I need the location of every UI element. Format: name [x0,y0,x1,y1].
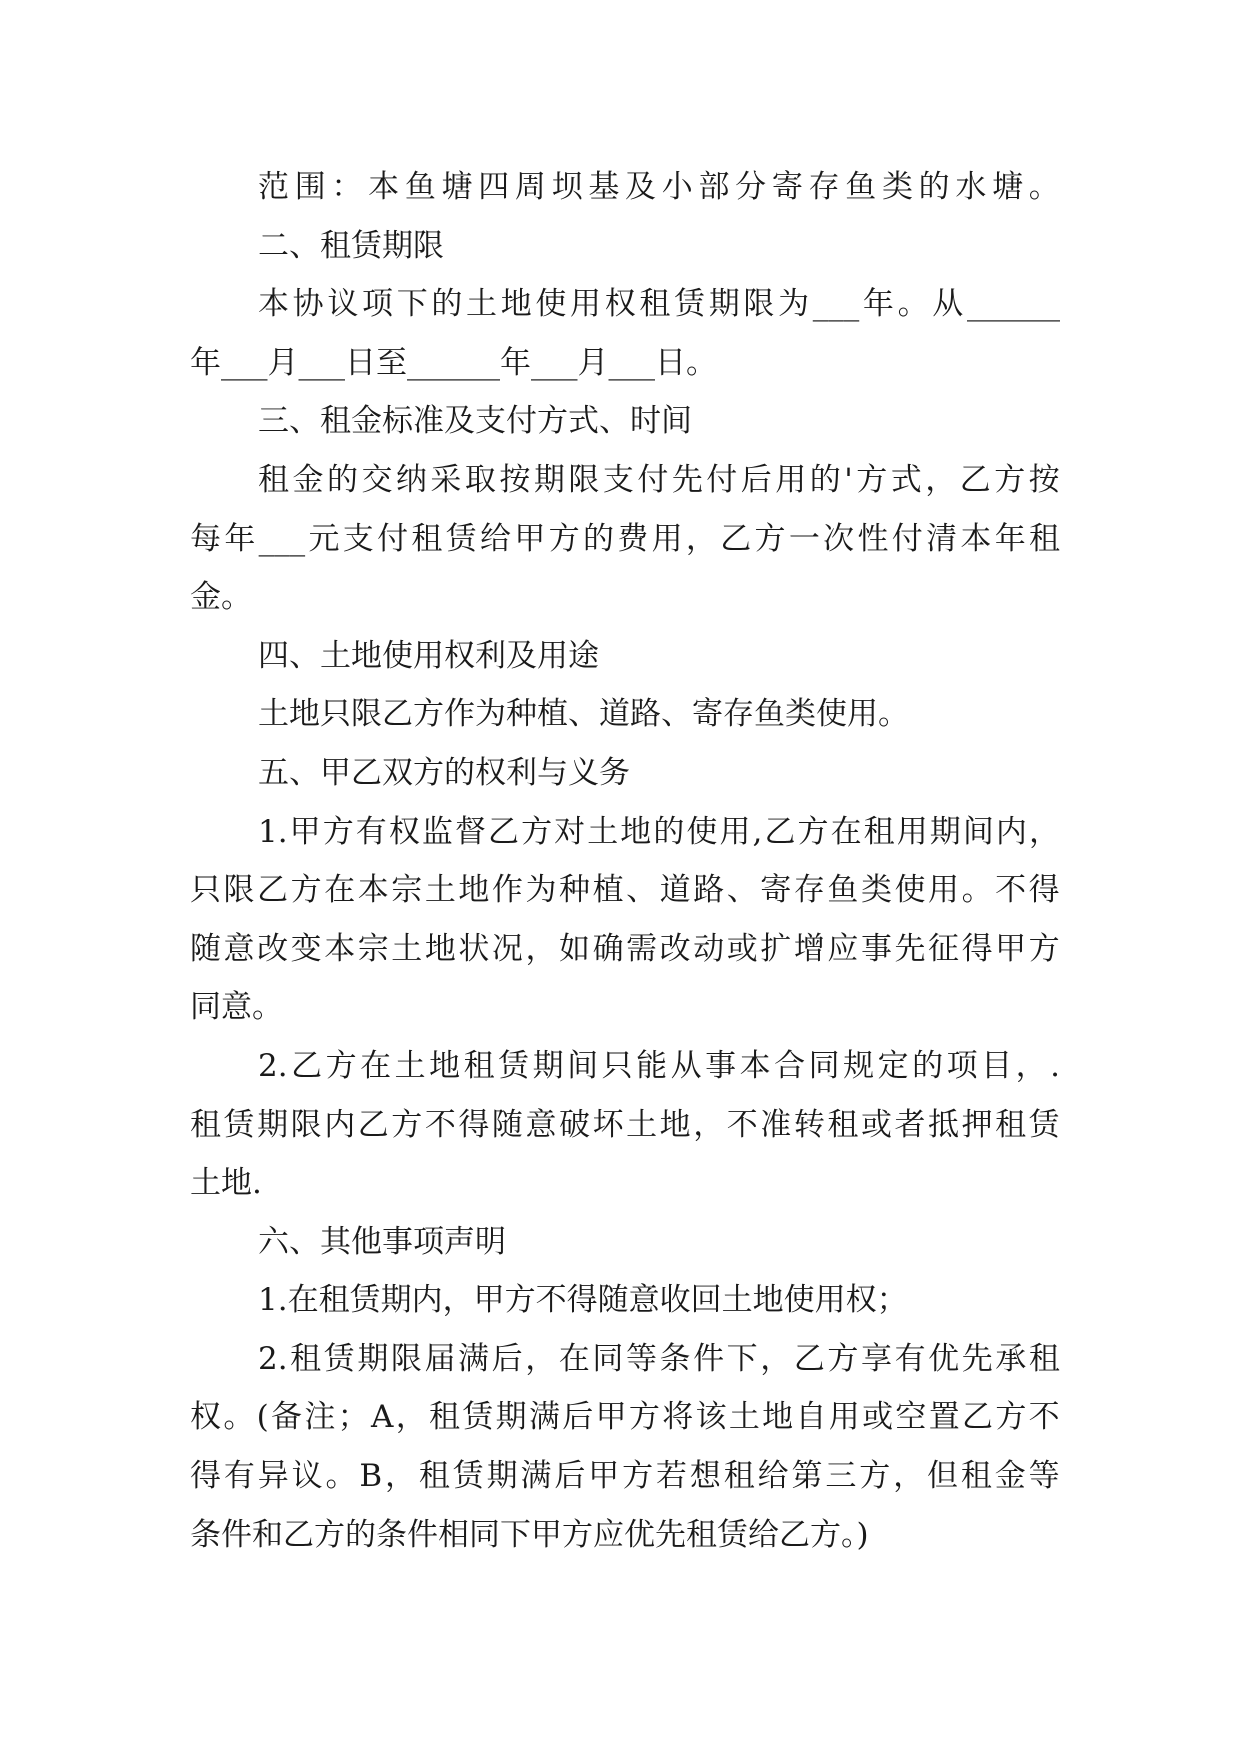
document-line: 五、甲乙双方的权利与义务 [258,754,630,791]
document-line: 土地只限乙方作为种植、道路、寄存鱼类使用。 [258,696,909,733]
document-line: 本 协 议 项 下 的 土 地 使 用 权 租 赁 期 限 为 ___ 年 。 从 ______ [258,286,1060,323]
document-line: 每 年 ___ 元 支 付 租 赁 给 甲 方 的 费 用 ， 乙 方 一 次 性 付 清 本 年 租 [190,520,1060,557]
document-line: 三、租金标准及支付方式、时间 [258,403,692,440]
document-line: 条件和乙方的条件相同下甲方应优先租赁给乙方。) [190,1516,869,1553]
document-line: 租 赁 期 限 内 乙 方 不 得 随 意 破 坏 土 地 ， 不 准 转 租 或 者 抵 押 租 赁 [190,1106,1060,1143]
document-line: 土地. [190,1165,262,1202]
document-line: 1. 甲 方 有 权 监 督 乙 方 对 土 地 的 使 用 , 乙 方 在 租 用 期 间 内 ， [258,813,1060,850]
document-line: 二、租赁期限 [258,227,444,264]
document-line: 年___月___日至______年___月___日。 [190,344,717,381]
document-line: 六、其他事项声明 [258,1223,506,1260]
document-line: 随 意 改 变 本 宗 土 地 状 况 ， 如 确 需 改 动 或 扩 增 应 事 先 征 得 甲 方 [190,930,1060,967]
document-page [190,158,1060,1564]
document-line: 租 金 的 交 纳 采 取 按 期 限 支 付 先 付 后 用 的 ' 方 式 ， 乙 方 按 [258,461,1060,498]
document-line: 1.在租赁期内，甲方不得随意收回土地使用权； [258,1282,908,1319]
document-line: 金。 [190,579,252,616]
document-line: 只 限 乙 方 在 本 宗 土 地 作 为 种 植 、 道 路 、 寄 存 鱼 类 使 用 。 不 得 [190,872,1060,909]
document-line: 得 有 异 议 。 B ， 租 赁 期 满 后 甲 方 若 想 租 给 第 三 方 ， 但 租 金 等 [190,1458,1060,1495]
document-line: 范 围 ： 本 鱼 塘 四 周 坝 基 及 小 部 分 寄 存 鱼 类 的 水 塘 。 [258,169,1060,205]
document-line: 2. 租 赁 期 限 届 满 后 ， 在 同 等 条 件 下 ， 乙 方 享 有 优 先 承 租 [258,1340,1060,1377]
document-line: 同意。 [190,989,283,1026]
document-line: 四、土地使用权利及用途 [258,637,599,674]
document-line: 2. 乙 方 在 土 地 租 赁 期 间 只 能 从 事 本 合 同 规 定 的 项 目 ， . [258,1047,1060,1084]
document-line: 权 。 ( 备 注 ； A ， 租 赁 期 满 后 甲 方 将 该 土 地 自 用 或 空 置 乙 方 不 [190,1399,1060,1436]
